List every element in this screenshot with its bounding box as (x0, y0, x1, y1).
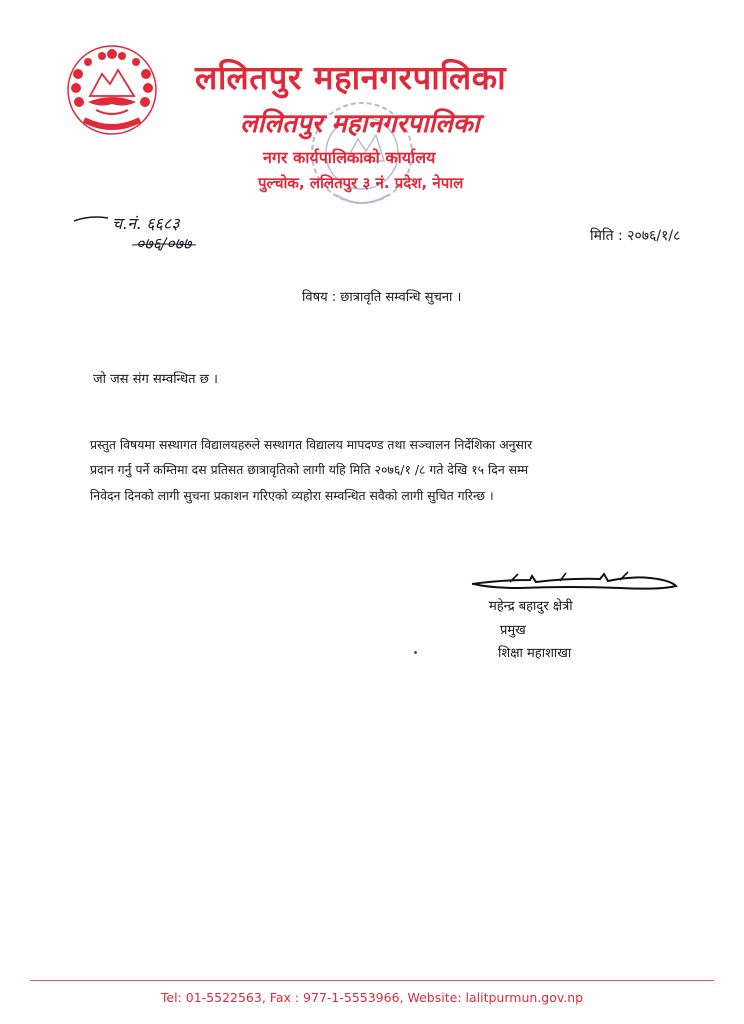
nepal-emblem-icon (66, 44, 158, 136)
office-name: नगर कार्यपालिकाको कार्यालय (263, 148, 436, 167)
date-label: मिति : (590, 228, 623, 244)
body-line: प्रदान गर्नु पर्ने कम्तिमा दस प्रतिसत छात्रावृतिको लागी यहि मिति २०७६/१ /८ गते देखि १५ दिन सम्म (90, 462, 529, 477)
footer-contact: Tel: 01-5522563, Fax : 977-1-5553966, Website: lalitpurmun.gov.np (160, 990, 584, 1005)
date-value: २०७६/१/८ (627, 228, 681, 244)
letterhead-title-secondary: ललितपुर महानगरपालिका (240, 109, 480, 139)
body-line: निवेदन दिनको लागी सुचना प्रकाशन गरिएको व्यहोरा सम्वन्धित सवैको लागी सुचित गरिन्छ । (90, 488, 494, 503)
reference-year: ०७६/०७७ (136, 234, 192, 253)
footer-divider (30, 980, 714, 981)
subject-line: विषय : छात्रावृति सम्वन्धि सुचना । (302, 290, 462, 305)
letterhead-title: ललितपुर महानगरपालिका (195, 58, 507, 97)
letter-date (590, 226, 680, 245)
reference-number: च.नं. ६६८३ (112, 214, 180, 233)
office-address: पुल्चोक, ललितपुर ३ नं. प्रदेश, नेपाल (258, 174, 464, 192)
body-line: प्रस्तुत विषयमा सस्थागत विद्यालयहरुले सस्थागत विद्यालय मापदण्ड तथा सञ्चालन निर्देशिका अनुसार (90, 437, 533, 452)
signatory-name: महेन्द्र बहादुर क्षेत्री (489, 599, 573, 614)
scan-speck (414, 651, 417, 654)
signatory-title: प्रमुख (500, 623, 526, 638)
signatory-department: शिक्षा महाशाखा (498, 646, 572, 661)
addressee: जो जस संग सम्वन्धित छ । (93, 372, 218, 387)
